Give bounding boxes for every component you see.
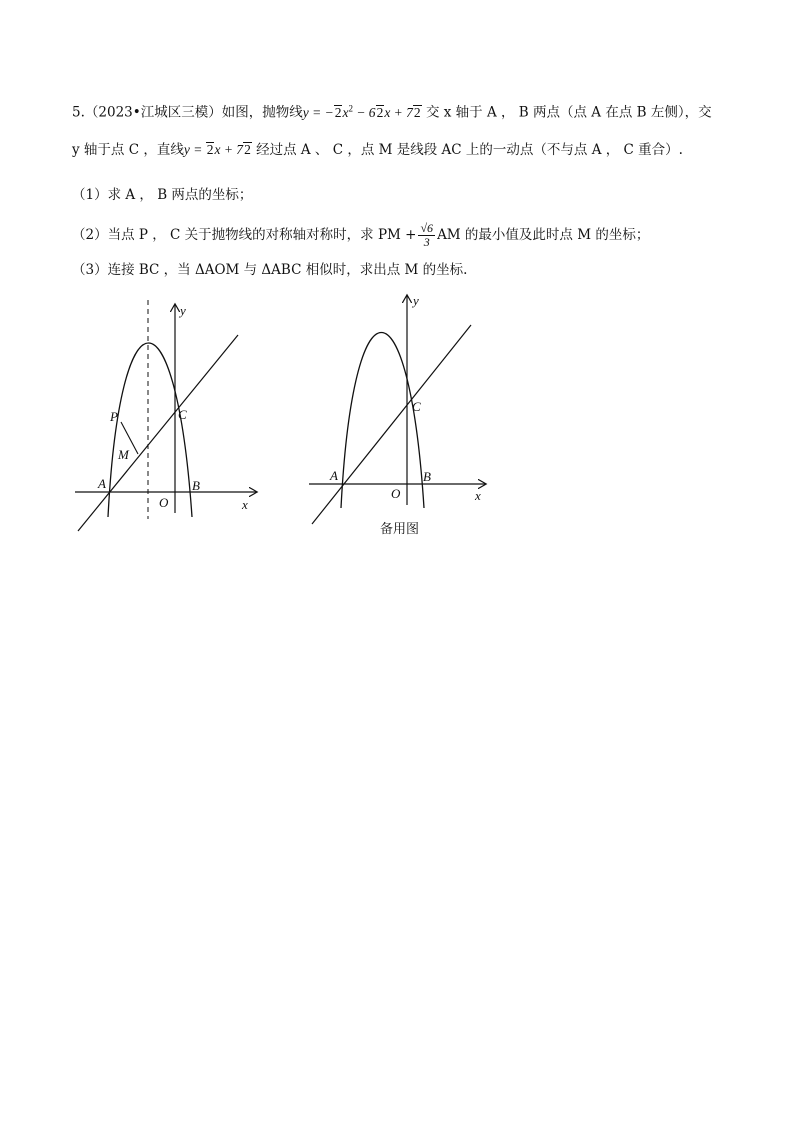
eq-fragment: x — [342, 104, 349, 120]
figure-2 — [305, 290, 500, 528]
fraction-denominator: 3 — [423, 235, 430, 249]
text-fragment: 如图，抛物线 — [221, 104, 303, 121]
question-3-text: （3）连接 BC ，当 ΔAOM 与 ΔABC 相似时，求出点 M 的坐标. — [72, 262, 468, 278]
parabola-curve — [341, 333, 424, 509]
problem-number: 5. — [72, 104, 85, 121]
problem-line-1 — [72, 98, 712, 123]
label-o: O — [159, 495, 169, 510]
label-x: x — [242, 497, 248, 512]
label-m: M — [118, 447, 129, 462]
sqrt-2: 2 — [413, 104, 421, 120]
figure-2-caption: 备用图 — [380, 522, 420, 537]
figure-1 — [70, 295, 270, 540]
question-1-text: （1）求 A ， B 两点的坐标； — [72, 187, 253, 203]
label-y: y — [413, 293, 419, 308]
line-equation — [184, 142, 252, 157]
label-a: A — [330, 468, 338, 483]
fraction-sqrt6-over-3 — [418, 222, 435, 249]
eq-fragment: y = — [183, 142, 206, 157]
label-c: C — [178, 407, 187, 422]
eq-fragment: − 6 — [352, 104, 376, 120]
sqrt-2: 2 — [376, 104, 384, 120]
eq-fragment: y = − — [302, 104, 334, 120]
label-a: A — [98, 476, 106, 491]
text-fragment: y 轴于点 C ，直线 — [72, 142, 184, 158]
text-fragment: 交 x 轴于 A ， B 两点（点 A 在点 B 左侧），交 — [421, 104, 712, 121]
label-y: y — [180, 303, 186, 318]
question-2-text-a: （2）当点 P ， C 关于抛物线的对称轴对称时，求 PM + — [72, 227, 417, 243]
label-o: O — [391, 486, 401, 501]
superscript-2: 2 — [348, 103, 353, 113]
label-x: x — [475, 488, 481, 503]
line-ac — [78, 335, 238, 531]
sqrt-2: 2 — [206, 142, 214, 157]
question-2-text-b: AM 的最小值及此时点 M 的坐标； — [437, 227, 650, 243]
label-p: P — [110, 409, 118, 424]
eq-fragment: x + 7 — [384, 104, 413, 120]
question-2 — [72, 222, 649, 249]
fraction-numerator: √6 — [420, 221, 434, 235]
sqrt-2: 2 — [244, 142, 251, 157]
problem-line-2 — [72, 140, 683, 160]
eq-fragment: x + 7 — [214, 142, 244, 157]
label-b: B — [423, 469, 431, 484]
question-3 — [72, 260, 467, 280]
label-c: C — [412, 399, 421, 414]
parabola-equation — [303, 105, 422, 120]
text-fragment: 经过点 A 、 C ，点 M 是线段 AC 上的一动点（不与点 A ， C 重合）. — [251, 142, 683, 158]
problem-source: （2023•江城区三模） — [84, 104, 222, 121]
question-1 — [72, 185, 252, 205]
label-b: B — [192, 478, 200, 493]
sqrt-2: 2 — [334, 104, 342, 120]
parabola-curve — [108, 343, 192, 517]
